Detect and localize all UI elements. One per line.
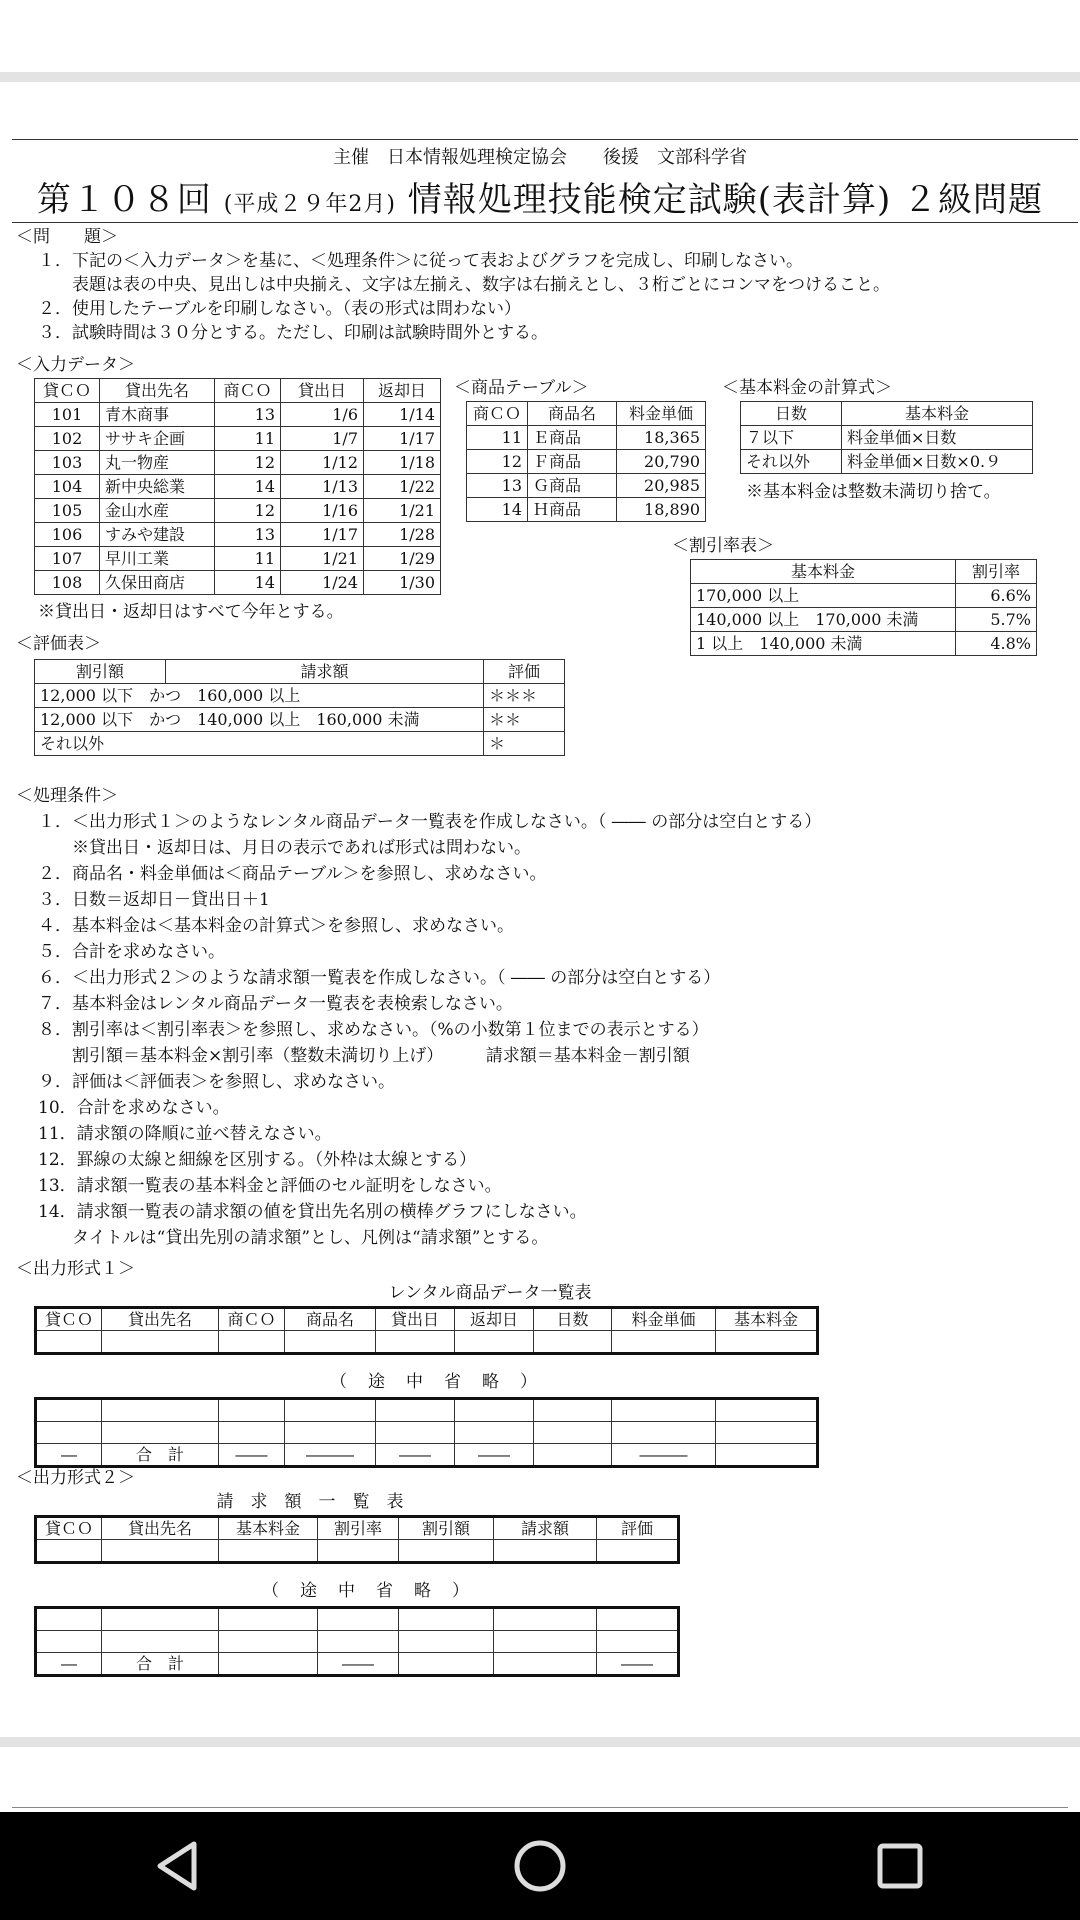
back-triangle-icon [150,1836,210,1896]
table-cell: 11 [215,427,281,451]
total-cell [494,1653,597,1676]
col-header: 商ＣＯ [219,1308,285,1331]
output2-omit: （ 途 中 省 略 ） [262,1581,471,1601]
col-header: 商ＣＯ [467,402,528,426]
total-cell: ――― [285,1444,376,1467]
col-header: 貸ＣＯ [35,379,100,403]
table-row [36,1422,818,1444]
condition-line: １．＜出力形式１＞のようなレンタル商品データ一覧表を作成しなさい。（ ―― の部分は空白とする） [38,812,822,832]
condition-line: 割引額＝基本料金×割引率（整数未満切り上げ） 請求額＝基本料金－割引額 [72,1046,690,1066]
discount-heading: ＜割引率表＞ [672,536,774,556]
total-label: 合 計 [102,1444,219,1467]
table-cell: ７以下 [741,426,842,450]
col-header: 貸出日 [376,1308,455,1331]
col-header: 貸出日 [281,379,364,403]
table-row [467,474,706,498]
table-row [35,732,565,756]
table-row [35,451,441,475]
table-row [691,584,1037,608]
table-row [36,1399,818,1422]
table-cell: 5.7% [956,608,1037,632]
total-cell [399,1653,494,1676]
total-cell [219,1653,318,1676]
system-navigation-bar [0,1812,1080,1920]
problem-line: ２．使用したテーブルを印刷しなさい。（表の形式は問わない） [38,299,521,319]
table-row [691,608,1037,632]
total-row [36,1653,679,1676]
table-cell: 1 以上 140,000 未満 [691,632,956,656]
problem-heading: ＜問 題＞ [16,227,118,247]
output1-table-top [34,1306,819,1355]
col-header: 貸ＣＯ [36,1308,102,1331]
table-row [35,571,441,595]
table-cell: 早川工業 [100,547,215,571]
table-cell: 丸一物産 [100,451,215,475]
table-cell: ＊＊ [484,708,565,732]
table-cell: 13 [215,523,281,547]
table-row [691,632,1037,656]
total-cell: ―― [376,1444,455,1467]
condition-line: ９．評価は＜評価表＞を参照し、求めなさい。 [38,1072,395,1092]
col-header: 料金単価 [617,402,706,426]
table-header-row [35,379,441,403]
table-cell: 12,000 以下 かつ 140,000 以上 160,000 未満 [35,708,484,732]
table-cell: 料金単価×日数×0.９ [842,450,1033,474]
table-cell: ササキ企画 [100,427,215,451]
table-row [467,450,706,474]
table-cell: 1/16 [281,499,364,523]
col-header: 割引額 [399,1517,494,1540]
output2-heading: ＜出力形式２＞ [16,1468,135,1488]
eval-table [34,659,565,756]
table-cell: 1/6 [281,403,364,427]
table-row [35,427,441,451]
output2-table-bottom [34,1606,680,1677]
recents-square-icon [870,1836,930,1896]
table-row [467,498,706,522]
table-cell: 1/13 [281,475,364,499]
table-cell: 12,000 以下 かつ 160,000 以上 [35,684,484,708]
table-cell: 107 [35,547,100,571]
total-row [36,1444,818,1467]
header-rule-top [12,139,1078,140]
col-header: 基本料金 [842,402,1033,426]
input-data-note: ※貸出日・返却日はすべて今年とする。 [38,602,344,622]
condition-line: 14．請求額一覧表の請求額の値を貸出先名別の横棒グラフにしなさい。 [38,1202,587,1222]
table-cell: 1/21 [281,547,364,571]
condition-line: ※貸出日・返却日は、月日の表示であれば形式は問わない。 [72,838,531,858]
base-fee-note: ※基本料金は整数未満切り捨て。 [746,482,1001,502]
col-header: 基本料金 [691,560,956,584]
table-cell: 103 [35,451,100,475]
total-cell: ― [36,1444,102,1467]
col-header: 貸出先名 [102,1517,219,1540]
condition-line: ７．基本料金はレンタル商品データ一覧表を表検索しなさい。 [38,994,513,1014]
condition-line: ８．割引率は＜割引率表＞を参照し、求めなさい。（%の小数第１位までの表示とする） [38,1020,709,1040]
table-cell: 20,790 [617,450,706,474]
table-cell: 1/24 [281,571,364,595]
header-rule-bottom [12,222,1078,223]
col-header: 貸ＣＯ [36,1517,102,1540]
home-circle-icon [510,1836,570,1896]
table-cell: 1/29 [364,547,441,571]
table-cell: 106 [35,523,100,547]
table-cell: 1/12 [281,451,364,475]
col-header: 返却日 [364,379,441,403]
condition-line: 10．合計を求めなさい。 [38,1098,230,1118]
col-header: 返却日 [455,1308,534,1331]
table-row [467,426,706,450]
output1-table-bottom [34,1397,819,1468]
table-cell: 料金単価×日数 [842,426,1033,450]
table-header-row [36,1308,818,1331]
page-title: 第１０８回 (平成２９年2月) 情報処理技能検定試験(表計算) ２級問題 [36,180,1044,220]
condition-line: ６．＜出力形式２＞のような請求額一覧表を作成しなさい。（ ―― の部分は空白とする） [38,968,721,988]
table-cell: ＊＊＊ [484,684,565,708]
table-cell: 140,000 以上 170,000 未満 [691,608,956,632]
col-header: 貸出先名 [102,1308,219,1331]
problem-line: ３．試験時間は３０分とする。ただし、印刷は試験時間外とする。 [38,323,548,343]
input-data-heading: ＜入力データ＞ [16,355,135,375]
table-cell: 108 [35,571,100,595]
col-header: 料金単価 [612,1308,716,1331]
table-cell: 青木商事 [100,403,215,427]
table-header-row [741,402,1033,426]
table-header-row [467,402,706,426]
home-button[interactable] [480,1826,600,1906]
col-header: 日数 [741,402,842,426]
table-cell: 14 [467,498,528,522]
col-header: 割引額 [35,660,166,684]
table-row [35,403,441,427]
table-header-row [36,1517,679,1540]
table-cell: 105 [35,499,100,523]
table-cell: Ｇ商品 [528,474,617,498]
condition-line: ３．日数＝返却日－貸出日＋1 [38,890,270,910]
table-row [741,450,1033,474]
table-row [35,523,441,547]
conditions-heading: ＜処理条件＞ [16,786,118,806]
col-header: 貸出先名 [100,379,215,403]
product-table [466,401,706,522]
table-cell: 18,365 [617,426,706,450]
table-cell: 20,985 [617,474,706,498]
table-cell: 4.8% [956,632,1037,656]
table-cell: 11 [467,426,528,450]
table-cell: 1/17 [364,427,441,451]
total-cell: ―― [597,1653,679,1676]
condition-line: ５．合計を求めなさい。 [38,942,225,962]
table-cell: 1/28 [364,523,441,547]
table-row [741,426,1033,450]
total-cell: ――― [612,1444,716,1467]
table-cell: 6.6% [956,584,1037,608]
table-row [35,547,441,571]
table-row [35,475,441,499]
table-row [35,708,565,732]
base-fee-heading: ＜基本料金の計算式＞ [722,378,892,398]
total-cell [716,1444,818,1467]
table-row [36,1540,679,1563]
col-header: 基本料金 [219,1517,318,1540]
table-row [36,1608,679,1631]
eval-heading: ＜評価表＞ [16,634,101,654]
table-cell: Ｈ商品 [528,498,617,522]
table-cell: 12 [467,450,528,474]
table-cell: 101 [35,403,100,427]
table-row [35,499,441,523]
total-cell: ―― [455,1444,534,1467]
recents-button[interactable] [840,1826,960,1906]
table-cell: 18,890 [617,498,706,522]
condition-line: 13．請求額一覧表の基本料金と評価のセル証明をしなさい。 [38,1176,502,1196]
table-cell: ＊ [484,732,565,756]
discount-table [690,559,1037,656]
col-header: 基本料金 [716,1308,818,1331]
table-row [36,1631,679,1653]
back-button[interactable] [120,1826,240,1906]
condition-line: タイトルは“貸出先別の請求額”とし、凡例は“請求額”とする。 [72,1228,549,1248]
table-cell: それ以外 [35,732,484,756]
table-cell: 1/17 [281,523,364,547]
table-cell: 1/18 [364,451,441,475]
table-cell: 14 [215,475,281,499]
condition-line: 12．罫線の太線と細線を区別する。（外枠は太線とする） [38,1150,477,1170]
table-header-row [35,660,565,684]
table-cell: 12 [215,451,281,475]
col-header: 日数 [534,1308,612,1331]
total-cell: ―― [219,1444,285,1467]
table-cell: 104 [35,475,100,499]
output2-table-top [34,1515,680,1564]
table-cell: すみや建設 [100,523,215,547]
table-cell: 102 [35,427,100,451]
table-cell: 1/30 [364,571,441,595]
product-table-heading: ＜商品テーブル＞ [454,378,589,398]
table-cell: Ｅ商品 [528,426,617,450]
condition-line: ４．基本料金は＜基本料金の計算式＞を参照し、求めなさい。 [38,916,514,936]
problem-line: 表題は表の中央、見出しは中央揃え、文字は左揃え、数字は右揃えとし、３桁ごとにコンマをつけること。 [72,275,891,295]
output1-heading: ＜出力形式１＞ [16,1259,135,1279]
col-header: 請求額 [166,660,484,684]
col-header: 請求額 [494,1517,597,1540]
table-cell: 14 [215,571,281,595]
table-cell: 12 [215,499,281,523]
table-cell: 13 [467,474,528,498]
table-header-row [691,560,1037,584]
col-header: 割引率 [956,560,1037,584]
table-cell: 170,000 以上 [691,584,956,608]
total-cell [534,1444,612,1467]
condition-line: ２．商品名・料金単価は＜商品テーブル＞を参照し、求めなさい。 [38,864,547,884]
table-cell: 新中央総業 [100,475,215,499]
condition-line: 11．請求額の降順に並べ替えなさい。 [38,1124,332,1144]
col-header: 割引率 [318,1517,399,1540]
col-header: 評価 [597,1517,679,1540]
next-page-edge [12,1807,1068,1808]
table-cell: Ｆ商品 [528,450,617,474]
table-row [35,684,565,708]
table-cell: 久保田商店 [100,571,215,595]
table-cell: 1/7 [281,427,364,451]
sponsor-line: 主催 日本情報処理検定協会 後援 文部科学省 [333,147,747,168]
col-header: 評価 [484,660,565,684]
table-cell: 金山水産 [100,499,215,523]
table-cell: 13 [215,403,281,427]
table-cell: 11 [215,547,281,571]
base-fee-table [740,401,1033,474]
col-header: 商品名 [528,402,617,426]
col-header: 商ＣＯ [215,379,281,403]
total-label: 合 計 [102,1653,219,1676]
total-cell: ―― [318,1653,399,1676]
output2-title: 請 求 額 一 覧 表 [216,1492,404,1512]
viewer-page-gap-bottom [0,1737,1080,1747]
total-cell: ― [36,1653,102,1676]
table-row [36,1331,818,1354]
table-cell: 1/22 [364,475,441,499]
problem-line: １．下記の＜入力データ＞を基に、＜処理条件＞に従って表およびグラフを完成し、印刷しなさい。 [38,251,803,271]
col-header: 商品名 [285,1308,376,1331]
output1-omit: （ 途 中 省 略 ） [330,1372,539,1392]
output1-title: レンタル商品データ一覧表 [388,1283,592,1303]
table-cell: 1/21 [364,499,441,523]
table-cell: 1/14 [364,403,441,427]
table-cell: それ以外 [741,450,842,474]
input-data-table [34,378,441,595]
